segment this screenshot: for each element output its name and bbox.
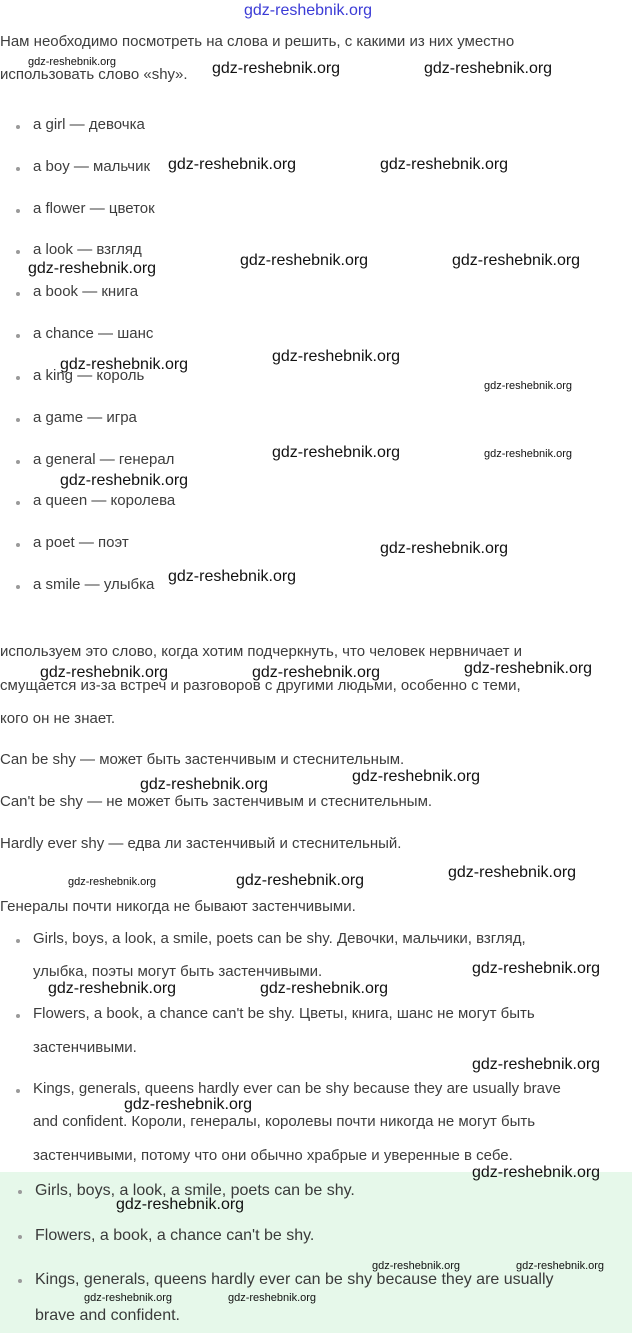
bullet-icon xyxy=(16,209,20,213)
bullet-icon xyxy=(16,939,20,943)
bullet-icon xyxy=(16,334,20,338)
answer-ru-3-line-1: Kings, generals, queens hardly ever can be shy because they are usually brave xyxy=(33,1080,561,1097)
watermark: gdz-reshebnik.org xyxy=(48,980,177,997)
list-item: a smile — улыбка xyxy=(33,576,155,593)
intro-line-2: использовать слово «shy». xyxy=(0,66,188,83)
watermark: gdz-reshebnik.org xyxy=(60,356,189,373)
bullet-icon xyxy=(16,125,20,129)
bullet-icon xyxy=(16,418,20,422)
bullet-icon xyxy=(16,167,20,171)
answer-en-1: Girls, boys, a look, a smile, poets can be shy. xyxy=(35,1182,355,1199)
answer-ru-2-line-1: Flowers, a book, a chance can't be shy. Цветы, книга, шанс не могут быть xyxy=(33,1005,535,1022)
explanation-line-1: используем это слово, когда хотим подчеркнуть, что человек нервничает и xyxy=(0,643,523,660)
list-item: a queen — королева xyxy=(33,492,176,509)
watermark: gdz-reshebnik.org xyxy=(212,60,341,77)
watermark: gdz-reshebnik.org xyxy=(228,1292,317,1304)
bullet-icon xyxy=(16,460,20,464)
bullet-icon xyxy=(18,1279,22,1283)
cant-be-line: Can't be shy — не может быть застенчивым и стеснительным. xyxy=(0,793,433,810)
watermark: gdz-reshebnik.org xyxy=(352,768,481,785)
watermark: gdz-reshebnik.org xyxy=(472,1056,601,1073)
bullet-icon xyxy=(16,1089,20,1093)
answer-ru-1-line-1: Girls, boys, a look, a smile, poets can be shy. Девочки, мальчики, взгляд, xyxy=(33,930,526,947)
watermark: gdz-reshebnik.org xyxy=(424,60,553,77)
watermark: gdz-reshebnik.org xyxy=(168,568,297,585)
answer-en-2: Flowers, a book, a chance can't be shy. xyxy=(35,1227,315,1244)
list-item: a king — король xyxy=(33,367,145,384)
bullet-icon xyxy=(16,501,20,505)
explanation-line-3: кого он не знает. xyxy=(0,710,116,727)
list-item: a chance — шанс xyxy=(33,325,154,342)
explanation-line-2: смущается из-за встреч и разговоров с другими людьми, особенно с теми, xyxy=(0,677,521,694)
watermark: gdz-reshebnik.org xyxy=(452,252,581,269)
intro-line-1: Нам необходимо посмотреть на слова и решить, с какими из них уместно xyxy=(0,33,515,50)
header-watermark: gdz-reshebnik.org xyxy=(244,2,373,19)
bullet-icon xyxy=(16,250,20,254)
watermark: gdz-reshebnik.org xyxy=(380,540,509,557)
watermark: gdz-reshebnik.org xyxy=(272,348,401,365)
watermark: gdz-reshebnik.org xyxy=(236,872,365,889)
list-item: a general — генерал xyxy=(33,451,175,468)
watermark: gdz-reshebnik.org xyxy=(484,448,573,460)
watermark: gdz-reshebnik.org xyxy=(464,660,593,677)
answer-ru-2-line-2: застенчивыми. xyxy=(33,1039,137,1056)
list-item: a girl — девочка xyxy=(33,116,145,133)
watermark: gdz-reshebnik.org xyxy=(252,664,381,681)
bullet-icon xyxy=(16,376,20,380)
watermark: gdz-reshebnik.org xyxy=(484,380,573,392)
bullet-icon xyxy=(18,1190,22,1194)
watermark: gdz-reshebnik.org xyxy=(28,56,117,68)
watermark: gdz-reshebnik.org xyxy=(116,1196,245,1213)
watermark: gdz-reshebnik.org xyxy=(28,260,157,277)
watermark: gdz-reshebnik.org xyxy=(372,1260,461,1272)
bullet-icon xyxy=(16,585,20,589)
watermark: gdz-reshebnik.org xyxy=(60,472,189,489)
list-item: a book — книга xyxy=(33,283,139,300)
bullet-icon xyxy=(16,543,20,547)
list-item: a look — взгляд xyxy=(33,241,142,258)
watermark: gdz-reshebnik.org xyxy=(516,1260,605,1272)
bullet-icon xyxy=(16,1014,20,1018)
answer-ru-1-line-2: улыбка, поэты могут быть застенчивыми. xyxy=(33,963,323,980)
watermark: gdz-reshebnik.org xyxy=(472,1164,601,1181)
can-be-line: Can be shy — может быть застенчивым и стеснительным. xyxy=(0,751,405,768)
watermark: gdz-reshebnik.org xyxy=(260,980,389,997)
hardly-line: Hardly ever shy — едва ли застенчивый и стеснительный. xyxy=(0,835,402,852)
watermark: gdz-reshebnik.org xyxy=(140,776,269,793)
watermark: gdz-reshebnik.org xyxy=(448,864,577,881)
watermark: gdz-reshebnik.org xyxy=(40,664,169,681)
bullet-icon xyxy=(16,292,20,296)
watermark: gdz-reshebnik.org xyxy=(68,876,157,888)
watermark: gdz-reshebnik.org xyxy=(124,1096,253,1113)
watermark: gdz-reshebnik.org xyxy=(380,156,509,173)
generals-note: Генералы почти никогда не бывают застенчивыми. xyxy=(0,898,356,915)
watermark: gdz-reshebnik.org xyxy=(240,252,369,269)
answer-en-3-line-1: Kings, generals, queens hardly ever can be shy because they are usually xyxy=(35,1271,554,1288)
list-item: a boy — мальчик xyxy=(33,158,151,175)
answer-ru-3-line-3: застенчивыми, потому что они обычно храбрые и уверенные в себе. xyxy=(33,1147,513,1164)
bullet-icon xyxy=(18,1235,22,1239)
list-item: a poet — поэт xyxy=(33,534,129,551)
list-item: a flower — цветок xyxy=(33,200,155,217)
watermark: gdz-reshebnik.org xyxy=(84,1292,173,1304)
list-item: a game — игра xyxy=(33,409,137,426)
answer-en-3-line-2: brave and confident. xyxy=(35,1307,180,1324)
watermark: gdz-reshebnik.org xyxy=(272,444,401,461)
answer-ru-3-line-2: and confident. Короли, генералы, королевы почти никогда не могут быть xyxy=(33,1113,536,1130)
watermark: gdz-reshebnik.org xyxy=(472,960,601,977)
watermark: gdz-reshebnik.org xyxy=(168,156,297,173)
